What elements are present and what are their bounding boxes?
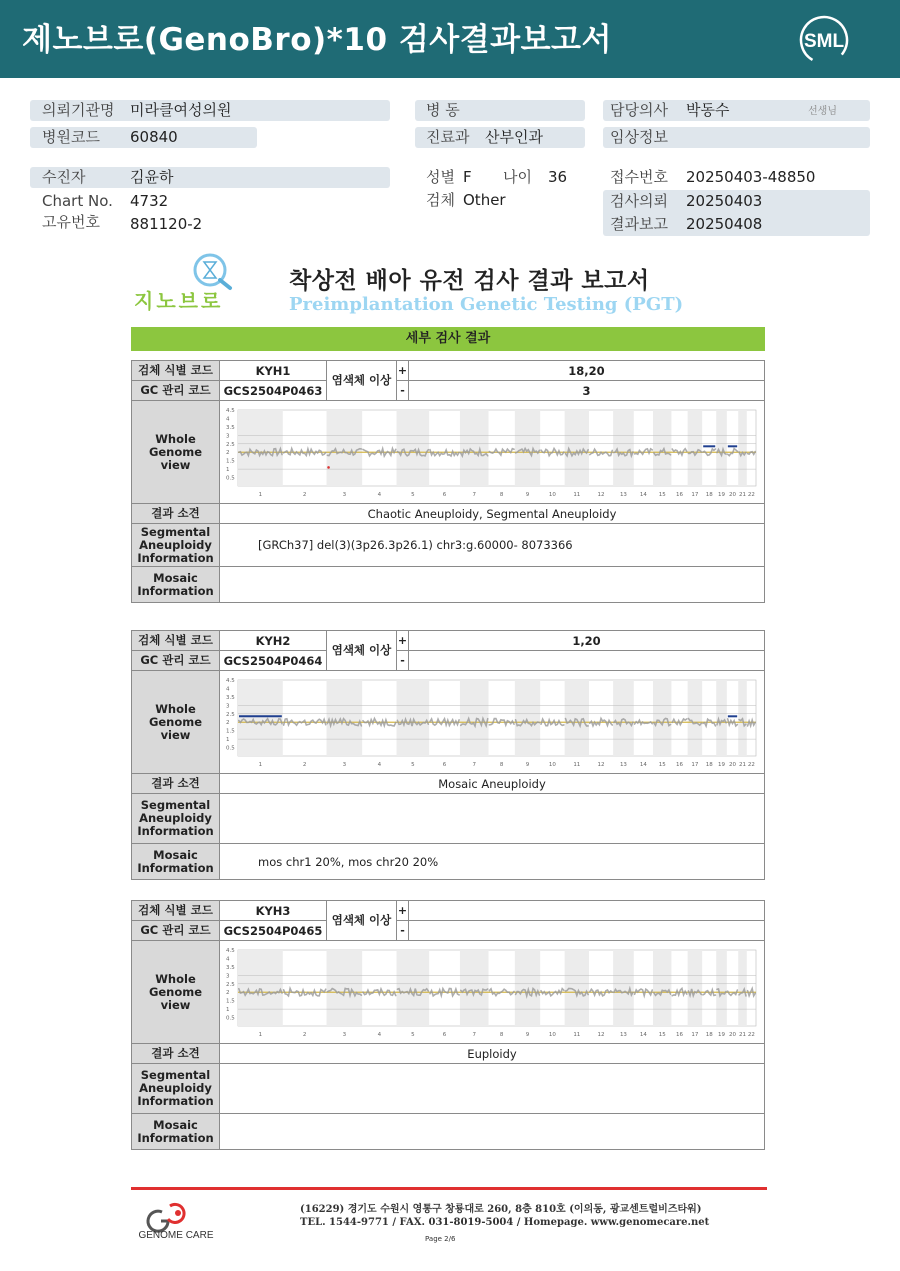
x-tick-label: 14 xyxy=(639,761,647,768)
sml-logo xyxy=(796,14,852,66)
y-tick-label: 3 xyxy=(226,702,230,709)
x-tick-label: 3 xyxy=(342,491,347,498)
segmental-label: Segmental Aneuploidy Information xyxy=(132,524,220,567)
doctor-suffix: 선생님 xyxy=(808,106,837,117)
x-tick-label: 15 xyxy=(658,761,666,768)
y-tick-label: 3 xyxy=(226,432,230,439)
x-tick-label: 2 xyxy=(302,761,307,768)
pgt-title-en: Preimplantation Genetic Testing (PGT) xyxy=(289,294,684,315)
y-tick-label: 0.5 xyxy=(226,1015,235,1022)
x-tick-label: 18 xyxy=(705,1031,713,1038)
chromosome-band xyxy=(738,950,747,1026)
x-tick-label: 22 xyxy=(747,761,755,768)
sample-id-label: 검체 식별 코드 xyxy=(132,361,220,381)
chromosome-band xyxy=(238,680,283,756)
y-tick-label: 1 xyxy=(226,466,230,473)
chromosome-band xyxy=(397,680,430,756)
section-title: 세부 검사 결과 xyxy=(131,327,765,351)
genomecare-logo-text: GENOME CARE xyxy=(138,1230,214,1241)
chromosome-band xyxy=(653,950,671,1026)
gc-code-label: GC 관리 코드 xyxy=(132,381,220,401)
y-tick-label: 3 xyxy=(226,972,230,979)
sample-table xyxy=(131,630,765,880)
x-tick-label: 10 xyxy=(548,491,556,498)
x-tick-label: 9 xyxy=(525,491,530,498)
chromosome-band xyxy=(688,410,703,486)
x-tick-label: 7 xyxy=(472,1031,476,1038)
report-title: 제노브로(GenoBro)*10 검사결과보고서 xyxy=(22,22,612,58)
x-tick-label: 2 xyxy=(302,491,307,498)
result-label: 결과 소견 xyxy=(132,1044,220,1064)
segmental-label: Segmental Aneuploidy Information xyxy=(132,1064,220,1114)
gc-code-value: GCS2504P0463 xyxy=(220,381,327,401)
x-tick-label: 4 xyxy=(377,491,382,498)
chromosome-band xyxy=(653,410,671,486)
y-tick-label: 1 xyxy=(226,736,230,743)
plus-value xyxy=(409,901,765,921)
x-tick-label: 18 xyxy=(705,491,713,498)
mosaic-label: Mosaic Information xyxy=(132,1114,220,1150)
ward-label: 병 동 xyxy=(426,101,460,119)
mosaic-value: mos chr1 20%, mos chr20 20% xyxy=(220,844,765,880)
sample-table xyxy=(131,360,765,603)
x-tick-label: 21 xyxy=(739,1031,747,1038)
x-tick-label: 8 xyxy=(499,491,504,498)
x-tick-label: 18 xyxy=(705,761,713,768)
result-value: Euploidy xyxy=(220,1044,765,1064)
loss-point xyxy=(327,466,330,469)
minus-value xyxy=(409,921,765,941)
genome-chart xyxy=(224,404,760,501)
y-tick-label: 2 xyxy=(226,449,230,456)
x-tick-label: 20 xyxy=(729,491,737,498)
hospital-code-value: 60840 xyxy=(130,128,178,146)
sample-table xyxy=(131,900,765,1150)
segmental-label: Segmental Aneuploidy Information xyxy=(132,794,220,844)
x-tick-label: 12 xyxy=(597,761,605,768)
chromosome-band xyxy=(397,950,430,1026)
x-tick-label: 2 xyxy=(302,1031,307,1038)
clinical-label: 임상정보 xyxy=(610,128,668,146)
sample-id-label: 검체 식별 코드 xyxy=(132,631,220,651)
chromosome-band xyxy=(327,410,363,486)
whole-genome-label: Whole Genome view xyxy=(132,401,220,504)
minus-sign: - xyxy=(397,921,409,941)
plus-sign: + xyxy=(397,631,409,651)
institution-value: 미라클여성의원 xyxy=(130,101,232,119)
result-value: Chaotic Aneuploidy, Segmental Aneuploidy xyxy=(220,504,765,524)
chrom-abn-label: 염색체 이상 xyxy=(327,901,397,941)
report-value: 20250408 xyxy=(686,215,763,233)
minus-sign: - xyxy=(397,651,409,671)
chromosome-band xyxy=(688,950,703,1026)
segmental-value xyxy=(220,794,765,844)
y-tick-label: 4.5 xyxy=(226,407,235,414)
y-tick-label: 4.5 xyxy=(226,947,235,954)
x-tick-label: 3 xyxy=(342,1031,347,1038)
sample-id-value: KYH3 xyxy=(220,901,327,921)
x-tick-label: 1 xyxy=(258,1031,263,1038)
x-tick-label: 6 xyxy=(442,491,447,498)
x-tick-label: 8 xyxy=(499,1031,504,1038)
unique-label: 고유번호 xyxy=(42,213,100,231)
segmental-value xyxy=(220,1064,765,1114)
mosaic-label: Mosaic Information xyxy=(132,567,220,603)
dept-label: 진료과 xyxy=(426,128,470,146)
sample-id-value: KYH2 xyxy=(220,631,327,651)
segmental-value: [GRCh37] del(3)(3p26.3p26.1) chr3:g.60000- 8073366 xyxy=(220,524,765,567)
hospital-code-label: 병원코드 xyxy=(42,128,100,146)
gc-code-label: GC 관리 코드 xyxy=(132,651,220,671)
dept-value: 산부인과 xyxy=(485,128,543,146)
plot-area xyxy=(238,950,756,1026)
y-tick-label: 2 xyxy=(226,989,230,996)
genome-chart xyxy=(224,944,760,1041)
chromosome-band xyxy=(397,410,430,486)
header-banner xyxy=(0,0,900,78)
y-tick-label: 0.5 xyxy=(226,475,235,482)
x-tick-label: 1 xyxy=(258,491,263,498)
result-label: 결과 소견 xyxy=(132,504,220,524)
x-tick-label: 10 xyxy=(548,1031,556,1038)
sml-logo-text: SML xyxy=(803,31,845,52)
x-tick-label: 5 xyxy=(411,761,415,768)
y-tick-label: 1.5 xyxy=(226,728,235,735)
plot-area xyxy=(238,680,756,756)
mosaic-value xyxy=(220,567,765,603)
genome-chart xyxy=(224,674,760,771)
x-tick-label: 16 xyxy=(676,1031,684,1038)
x-tick-label: 19 xyxy=(718,491,726,498)
patient-value: 김윤하 xyxy=(130,168,174,186)
patient-label: 수진자 xyxy=(42,168,86,186)
chromosome-band xyxy=(238,950,283,1026)
x-tick-label: 14 xyxy=(639,1031,647,1038)
chromosome-band xyxy=(515,680,540,756)
x-tick-label: 5 xyxy=(411,1031,415,1038)
footer-divider xyxy=(131,1187,767,1190)
plot-area xyxy=(238,410,756,486)
x-tick-label: 7 xyxy=(472,491,476,498)
gc-code-value: GCS2504P0465 xyxy=(220,921,327,941)
doctor-label: 담당의사 xyxy=(610,101,668,119)
result-label: 결과 소견 xyxy=(132,774,220,794)
y-tick-label: 1 xyxy=(226,1006,230,1013)
receipt-label: 접수번호 xyxy=(610,168,668,186)
chrom-abn-label: 염색체 이상 xyxy=(327,361,397,401)
whole-genome-label: Whole Genome view xyxy=(132,671,220,774)
y-tick-label: 4 xyxy=(226,955,230,962)
footer-address xyxy=(300,1203,709,1229)
chromosome-band xyxy=(613,410,634,486)
gc-code-label: GC 관리 코드 xyxy=(132,921,220,941)
chart-label: Chart No. xyxy=(42,192,113,210)
chromosome-band xyxy=(460,410,489,486)
page-number: Page 2/6 xyxy=(425,1235,456,1243)
x-tick-label: 14 xyxy=(639,491,647,498)
x-tick-label: 11 xyxy=(573,761,581,768)
plus-value: 18,20 xyxy=(409,361,765,381)
report-label: 결과보고 xyxy=(610,215,668,233)
x-tick-label: 16 xyxy=(676,491,684,498)
genobro-logo xyxy=(134,252,246,314)
chromosome-band xyxy=(460,950,489,1026)
x-tick-label: 1 xyxy=(258,761,263,768)
y-tick-label: 2 xyxy=(226,719,230,726)
pgt-title-ko: 착상전 배아 유전 검사 결과 보고서 xyxy=(289,268,650,294)
chrom-abn-label: 염색체 이상 xyxy=(327,631,397,671)
mosaic-value xyxy=(220,1114,765,1150)
receipt-value: 20250403-48850 xyxy=(686,168,816,186)
whole-genome-label: Whole Genome view xyxy=(132,941,220,1044)
x-tick-label: 8 xyxy=(499,761,504,768)
genomecare-logo xyxy=(128,1198,224,1242)
x-tick-label: 19 xyxy=(718,1031,726,1038)
genobro-logo-text: 지노브로 xyxy=(134,289,224,313)
chromosome-band xyxy=(653,680,671,756)
x-tick-label: 13 xyxy=(619,491,627,498)
chromosome-band xyxy=(688,680,703,756)
chromosome-band xyxy=(565,680,589,756)
unique-value: 881120-2 xyxy=(130,215,203,233)
x-tick-label: 15 xyxy=(658,1031,666,1038)
x-tick-label: 4 xyxy=(377,761,382,768)
x-tick-label: 6 xyxy=(442,1031,447,1038)
y-tick-label: 4 xyxy=(226,685,230,692)
x-tick-label: 21 xyxy=(739,761,747,768)
sex-value: F xyxy=(463,168,472,186)
x-tick-label: 21 xyxy=(739,491,747,498)
request-value: 20250403 xyxy=(686,192,763,210)
age-label: 나이 xyxy=(503,168,532,186)
specimen-label: 검체 xyxy=(426,191,455,209)
x-tick-label: 15 xyxy=(658,491,666,498)
contact-line: TEL. 1544-9771 / FAX. 031-8019-5004 / Homepage. www.genomecare.net xyxy=(300,1217,710,1228)
genome-chart-cell xyxy=(220,941,765,1044)
chromosome-band xyxy=(460,680,489,756)
specimen-value: Other xyxy=(463,191,506,209)
x-tick-label: 16 xyxy=(676,761,684,768)
request-label: 검사의뢰 xyxy=(610,192,668,210)
sample-id-label: 검체 식별 코드 xyxy=(132,901,220,921)
x-tick-label: 20 xyxy=(729,761,737,768)
y-tick-label: 3.5 xyxy=(226,964,235,971)
x-tick-label: 11 xyxy=(573,1031,581,1038)
x-tick-label: 17 xyxy=(691,761,699,768)
x-tick-label: 12 xyxy=(597,491,605,498)
y-tick-label: 3.5 xyxy=(226,694,235,701)
x-tick-label: 13 xyxy=(619,761,627,768)
minus-value xyxy=(409,651,765,671)
doctor-value: 박동수 xyxy=(686,101,730,119)
y-tick-label: 2.5 xyxy=(226,441,235,448)
institution-label: 의뢰기관명 xyxy=(42,101,115,119)
chromosome-band xyxy=(738,410,747,486)
y-tick-label: 4.5 xyxy=(226,677,235,684)
x-tick-label: 13 xyxy=(619,1031,627,1038)
x-tick-label: 9 xyxy=(525,761,530,768)
y-tick-label: 2.5 xyxy=(226,981,235,988)
y-tick-label: 1.5 xyxy=(226,998,235,1005)
x-tick-label: 4 xyxy=(377,1031,382,1038)
genome-chart-cell xyxy=(220,401,765,504)
chromosome-band xyxy=(515,410,540,486)
genome-chart-cell xyxy=(220,671,765,774)
x-tick-label: 11 xyxy=(573,491,581,498)
plus-sign: + xyxy=(397,901,409,921)
result-value: Mosaic Aneuploidy xyxy=(220,774,765,794)
x-tick-label: 20 xyxy=(729,1031,737,1038)
chromosome-band xyxy=(716,680,727,756)
y-tick-label: 3.5 xyxy=(226,424,235,431)
gc-code-value: GCS2504P0464 xyxy=(220,651,327,671)
chromosome-band xyxy=(515,950,540,1026)
x-tick-label: 6 xyxy=(442,761,447,768)
plus-value: 1,20 xyxy=(409,631,765,651)
chromosome-band xyxy=(716,950,727,1026)
sample-id-value: KYH1 xyxy=(220,361,327,381)
x-tick-label: 17 xyxy=(691,491,699,498)
x-tick-label: 7 xyxy=(472,761,476,768)
x-tick-label: 9 xyxy=(525,1031,530,1038)
y-tick-label: 1.5 xyxy=(226,458,235,465)
chromosome-band xyxy=(716,410,727,486)
chromosome-band xyxy=(613,950,634,1026)
x-tick-label: 10 xyxy=(548,761,556,768)
x-tick-label: 19 xyxy=(718,761,726,768)
plus-sign: + xyxy=(397,361,409,381)
age-value: 36 xyxy=(548,168,568,186)
mosaic-label: Mosaic Information xyxy=(132,844,220,880)
chart-value: 4732 xyxy=(130,192,169,210)
x-tick-label: 22 xyxy=(747,491,755,498)
x-tick-label: 17 xyxy=(691,1031,699,1038)
y-tick-label: 4 xyxy=(226,415,230,422)
address-line: (16229) 경기도 수원시 영통구 창룡대로 260, 8층 810호 (이의동, 광교센트럴비즈타워) xyxy=(300,1204,702,1215)
x-tick-label: 22 xyxy=(747,1031,755,1038)
x-tick-label: 3 xyxy=(342,761,347,768)
y-tick-label: 2.5 xyxy=(226,711,235,718)
sex-label: 성별 xyxy=(426,168,455,186)
minus-sign: - xyxy=(397,381,409,401)
x-tick-label: 12 xyxy=(597,1031,605,1038)
minus-value: 3 xyxy=(409,381,765,401)
x-tick-label: 5 xyxy=(411,491,415,498)
y-tick-label: 0.5 xyxy=(226,745,235,752)
